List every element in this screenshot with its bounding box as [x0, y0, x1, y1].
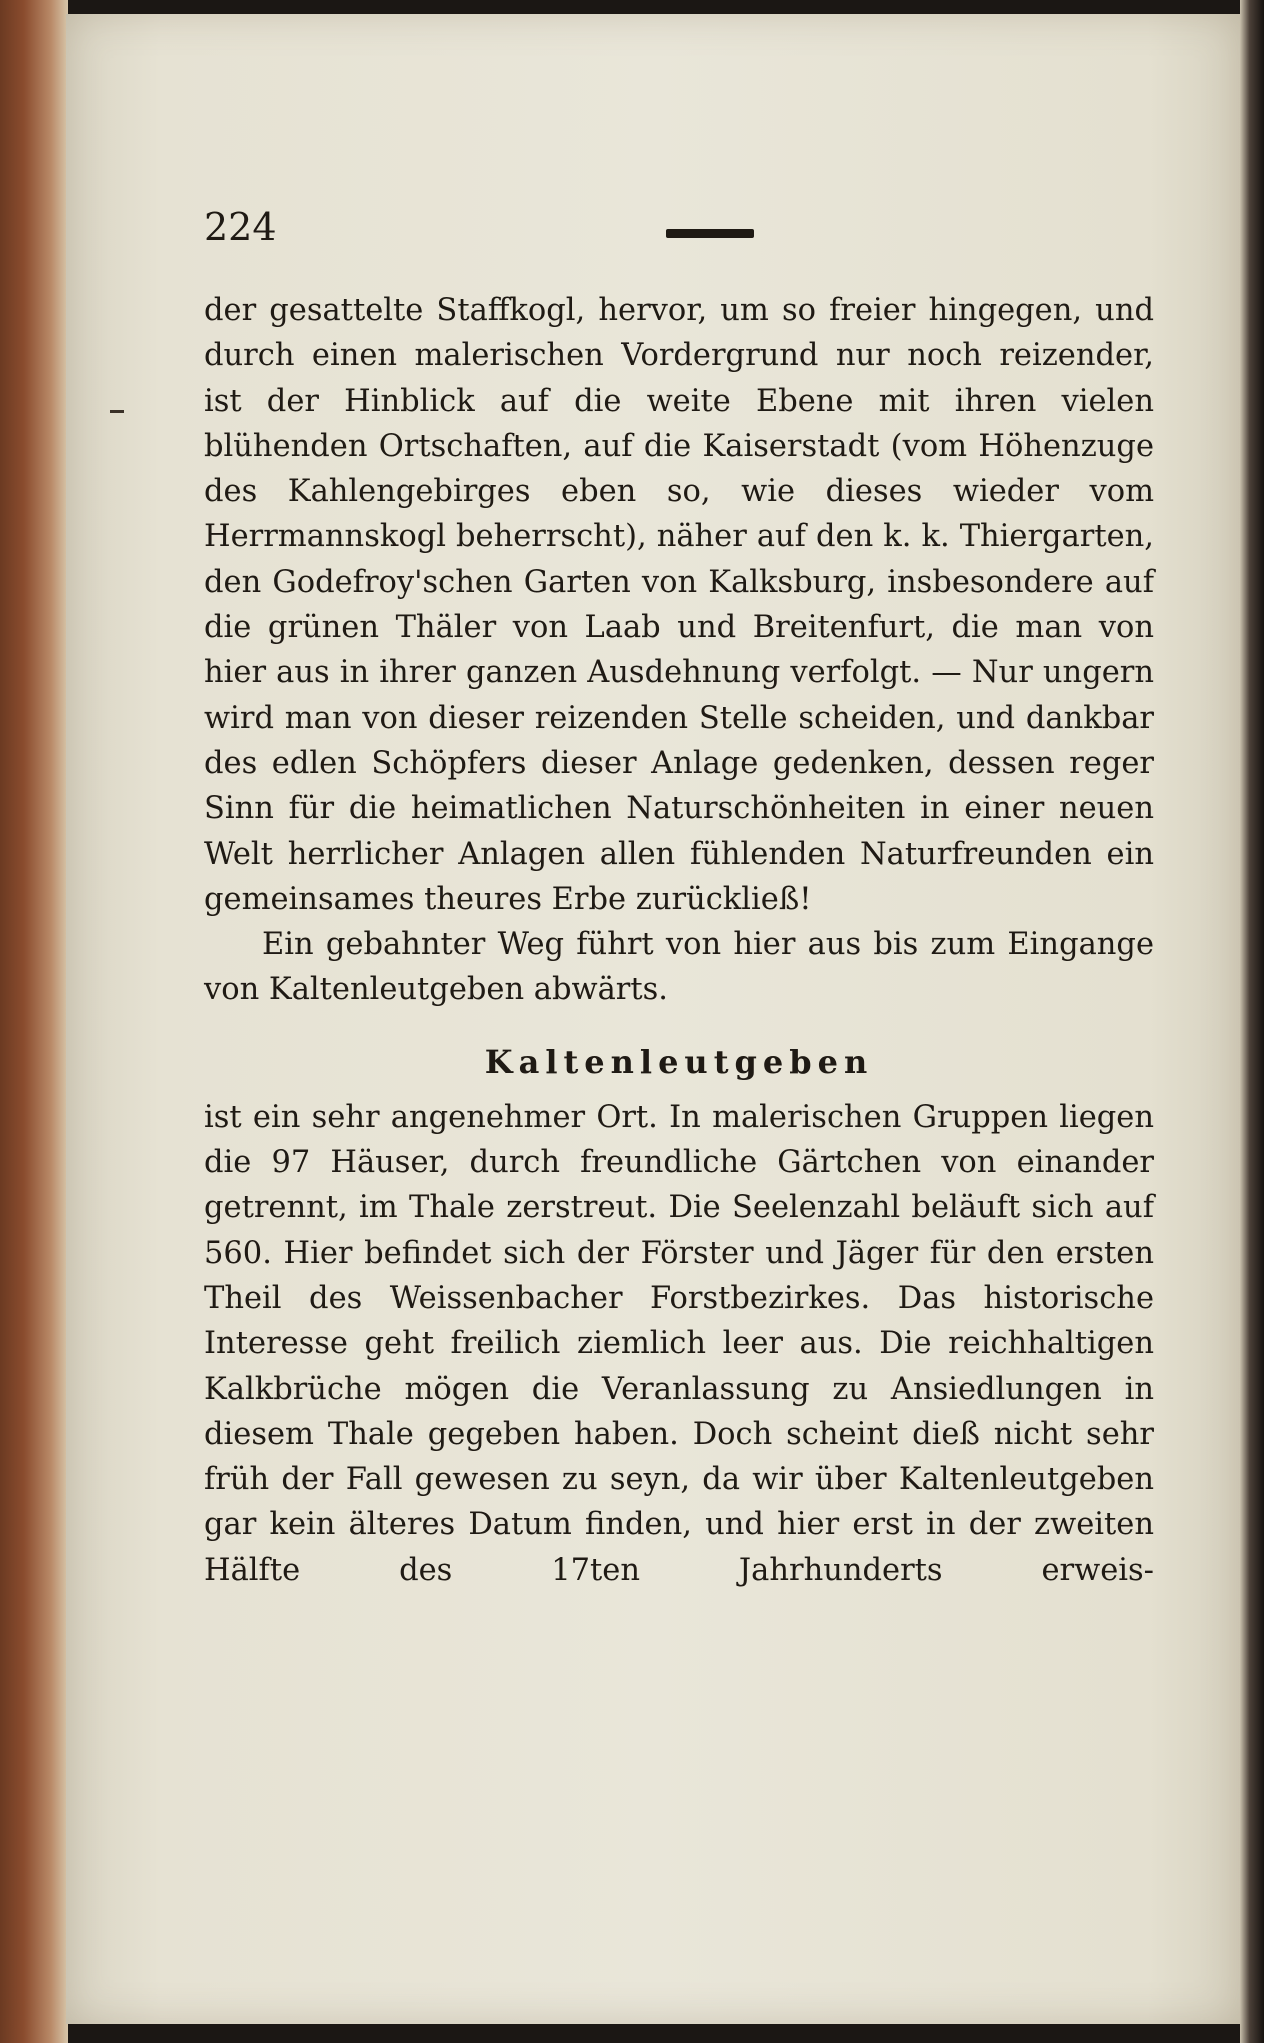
running-header — [204, 205, 1154, 255]
paragraph: der gesattelte Staffkogl, hervor, um so freier hingegen, und durch einen malerischen Vordergrund nur noch reizender, ist der Hinblick auf die weite Ebene mit ihren vielen blühenden Ortschaften, auf die Kaiserstadt (vom Höhenzuge des Kahlengebirges eben so, wie dieses wieder vom Herrmannskogl beherrscht), näher auf den k. k. Thiergarten, den Godefroy'schen Garten von Kalksburg, insbesondere auf die grünen Thäler von Laab und Breitenfurt, die man von hier aus in ihrer ganzen Ausdehnung verfolgt. — Nur ungern wird man von dieser reizenden Stelle scheiden, und dankbar des edlen Schöpfers dieser Anlage gedenken, dessen reger Sinn für die heimatlichen Naturschönheiten in einer neuen Welt herrlicher Anlagen allen fühlenden Naturfreunden ein gemeinsames theures Erbe zurückließ! — [204, 293, 1154, 917]
header-rule — [666, 229, 754, 238]
margin-mark — [110, 410, 124, 413]
section-heading: Kaltenleutgeben — [484, 1042, 874, 1081]
body-text — [204, 288, 1154, 1593]
page-right-edge — [1240, 0, 1264, 2043]
book-spine-edge — [0, 0, 68, 2043]
section-paragraph: ist ein sehr angenehmer Ort. In malerischen Gruppen liegen die 97 Häuser, durch freundliche Gärtchen von einander getrennt, im Thale zerstreut. Die Seelenzahl beläuft sich auf 560. Hier befindet sich der Förster und Jäger für den ersten Theil des Weissenbacher Forstbezirkes. Das historische Interesse geht freilich ziemlich leer aus. Die reichhaltigen Kalkbrüche mögen die Veranlassung zu Ansiedlungen in diesem Thale gegeben haben. Doch scheint dieß nicht sehr früh der Fall gewesen zu seyn, da wir über Kaltenleutgeben gar kein älteres Datum finden, und hier erst in der zweiten Hälfte des 17ten Jahrhunderts erweis- — [204, 1099, 1154, 1588]
page-number: 224 — [204, 205, 277, 249]
paragraph: Ein gebahnter Weg führt von hier aus bis zum Eingange von Kaltenleutgeben abwärts. — [204, 927, 1154, 1008]
